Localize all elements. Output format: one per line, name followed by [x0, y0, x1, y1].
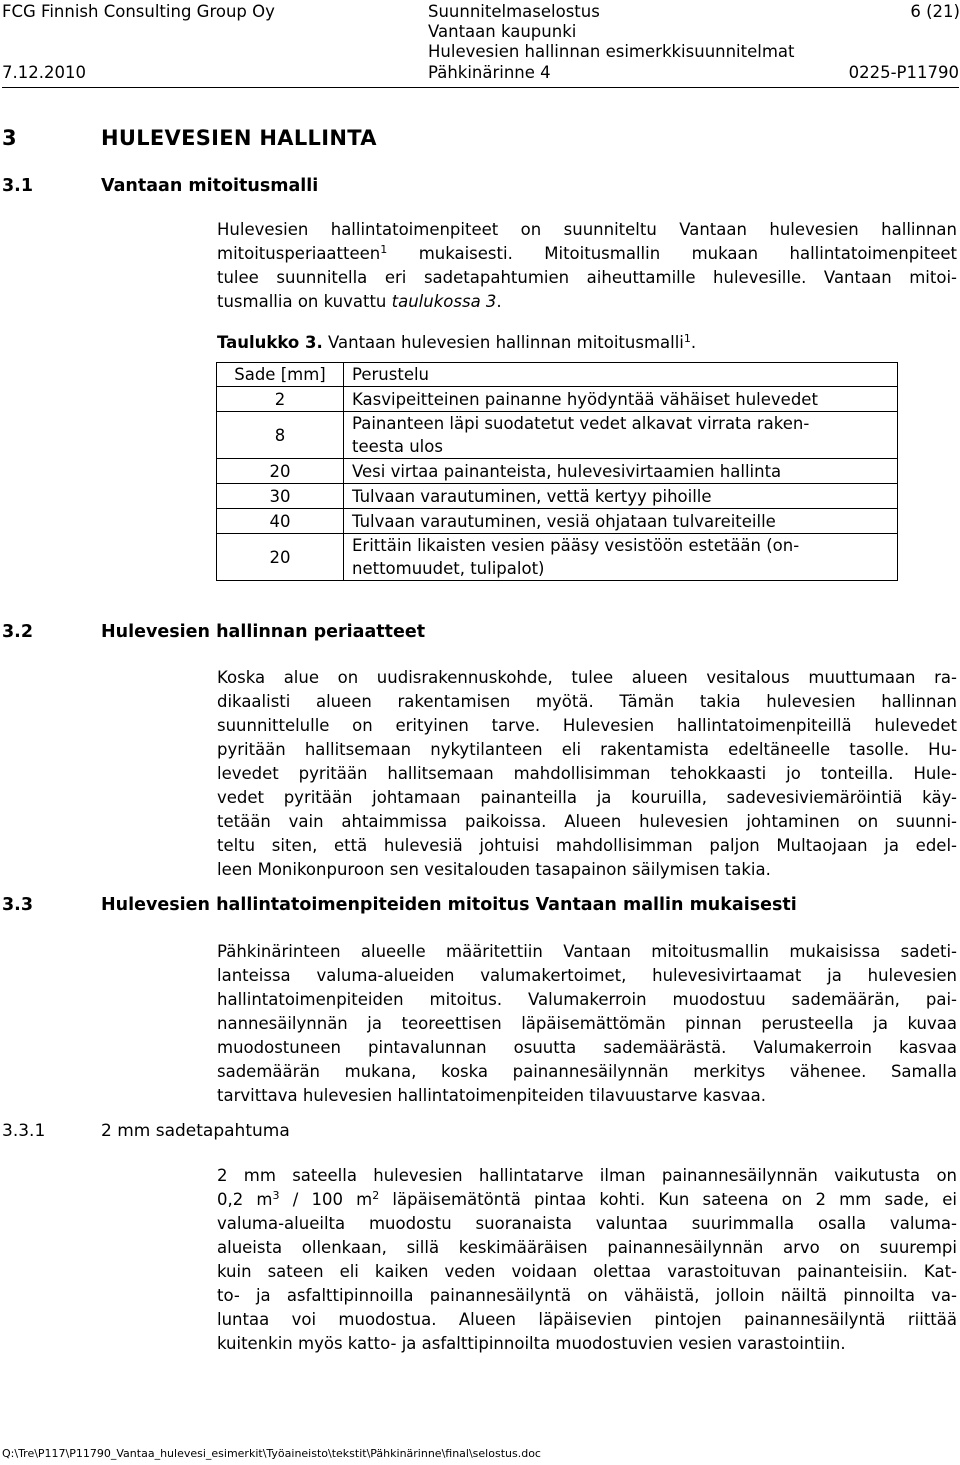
text-line: kuitenkin myös katto- ja asfalttipinnoilta muodostuvien vesien varastointiin. [217, 1334, 846, 1353]
section-3-1-heading [2, 176, 318, 196]
header-project-code: 0225-P11790 [848, 63, 959, 82]
sizing-model-table [216, 362, 898, 581]
footnote-ref: 1 [683, 332, 691, 345]
text-fragment: mitoitusperiaatteen [217, 244, 381, 263]
header-page-number: 6 (21) [910, 2, 960, 21]
footer-file-path: Q:\Tre\P117\P11790_Vantaa_hulevesi_esimerkit\Työaineisto\tekstit\Pähkinärinne\final\selostus.doc [2, 1447, 541, 1460]
text-line: hallintatoimenpiteiden mitoitus. Valumakerroin muodostuu sademäärän, pai- [217, 990, 957, 1009]
cell-line: Painanteen läpi suodatetut vedet alkavat virrata raken- [352, 414, 810, 433]
text-line: lanteissa valuma-alueiden valumakertoimet, hulevesivirtaamat ja hulevesien [217, 966, 957, 985]
table-row [217, 412, 898, 459]
cell-sade: 30 [217, 484, 344, 509]
superscript: 2 [372, 1189, 380, 1202]
table-reference: taulukossa 3 [391, 292, 497, 311]
text-line: tarvittava hulevesien hallintatoimenpiteiden tilavuustarve kasvaa. [217, 1086, 767, 1105]
section-3-1-paragraph [217, 218, 957, 314]
text-line [217, 242, 957, 266]
cell-line: Erittäin likaisten vesien pääsy vesistöön estetään (on- [352, 536, 800, 555]
cell-sade: 40 [217, 509, 344, 534]
section-3-3-heading [2, 895, 797, 915]
cell-sade: 2 [217, 387, 344, 412]
superscript: 3 [272, 1189, 280, 1202]
cell-perustelu: Tulvaan varautuminen, vesiä ohjataan tulvareiteille [344, 509, 898, 534]
text-line: 2 mm sateella hulevesien hallintatarve ilman painannesäilynnän vaikutusta on [217, 1166, 957, 1185]
cell-line: nettomuudet, tulipalot) [352, 559, 545, 578]
text-fragment: tusmallia on kuvattu [217, 292, 392, 311]
text-line: Pähkinärinteen alueelle määritettiin Vantaan mitoitusmallin mukaisissa sadeti- [217, 942, 957, 961]
cell-perustelu [344, 412, 898, 459]
table-row [217, 459, 898, 484]
header-date: 7.12.2010 [2, 63, 86, 82]
header-site: Pähkinärinne 4 [428, 63, 551, 82]
footnote-ref: 1 [380, 243, 388, 256]
text-line: levedet pyritään hallitsemaan mahdollisimman tehokkaasti jo tonteilla. Hule- [217, 764, 957, 783]
header-client: Vantaan kaupunki [428, 22, 577, 41]
cell-sade: 20 [217, 459, 344, 484]
cell-sade: 8 [217, 412, 344, 459]
section-number: 3.1 [2, 176, 34, 196]
text-line [217, 290, 957, 314]
column-header-perustelu: Perustelu [344, 363, 898, 387]
header-company: FCG Finnish Consulting Group Oy [2, 2, 275, 21]
cell-sade: 20 [217, 534, 344, 581]
text-line: Koska alue on uudisrakennuskohde, tulee alueen vesitalous muuttumaan ra- [217, 668, 957, 687]
section-title: HULEVESIEN HALLINTA [101, 126, 377, 150]
cell-perustelu: Vesi virtaa painanteista, hulevesivirtaamien hallinta [344, 459, 898, 484]
section-number: 3.2 [2, 622, 34, 642]
text-line: vedet pyritään johtamaan painanteilla ja kouruilla, sadevesiviemäröintiä käy- [217, 788, 957, 807]
section-3-3-1-paragraph [217, 1164, 957, 1356]
text-fragment: . [496, 292, 502, 311]
text-fragment: mukaisesti. Mitoitusmallin mukaan hallintatoimenpiteet [387, 244, 957, 263]
header-project: Hulevesien hallinnan esimerkkisuunnitelmat [428, 42, 795, 61]
text-line: pyritään hallitsemaan nykytilanteen eli rakentamista edeltäneelle tasolle. Hu- [217, 740, 957, 759]
section-title: Hulevesien hallintatoimenpiteiden mitoitus Vantaan mallin mukaisesti [101, 895, 797, 915]
text-line: leen Monikonpuroon sen vesitalouden tasapainon säilymisen takia. [217, 860, 771, 879]
cell-perustelu: Tulvaan varautuminen, vettä kertyy pihoille [344, 484, 898, 509]
section-3-2-heading [2, 622, 425, 642]
text-fragment: . [690, 333, 697, 352]
text-fragment: läpäisemätöntä pintaa kohti. Kun sateena on 2 mm sade, ei [379, 1190, 958, 1209]
section-title: Vantaan mitoitusmalli [101, 176, 319, 196]
text-line: teltu siten, että hulevesiä johtuisi mahdollisimman paljon Multaojaan ja edel- [217, 836, 957, 855]
cell-perustelu [344, 534, 898, 581]
section-number: 3 [2, 126, 17, 150]
text-line: alueista ollenkaan, sillä keskimääräisen painannesäilynnän arvo on suurempi [217, 1238, 957, 1257]
column-header-sade: Sade [mm] [217, 363, 344, 387]
section-3-heading [2, 126, 377, 150]
table-caption-label: Taulukko 3. [217, 333, 323, 352]
table-caption [217, 333, 696, 352]
text-fragment: 0,2 m [217, 1190, 273, 1209]
text-line: sademäärän mukana, koska painannesäilynnän merkitys vähenee. Samalla [217, 1062, 957, 1081]
text-line: nannesäilynnän ja teoreettisen läpäisemättömän pinnan perusteella ja kuvaa [217, 1014, 957, 1033]
text-line: suunnittelulle on erityinen tarve. Hulevesien hallintatoimenpiteillä hulevedet [217, 716, 957, 735]
text-line: to- ja asfalttipinnoilla painannesäilyntä on vähäistä, jolloin näiltä pinnoilta va- [217, 1286, 957, 1305]
table-row [217, 534, 898, 581]
header-divider [2, 87, 959, 88]
text-line: muodostuneen pintavalunnan osuutta sademäärästä. Valumakerroin kasvaa [217, 1038, 957, 1057]
text-line: kuin sateen eli kaiken veden voidaan olettaa varastoituvan painanteisiin. Kat- [217, 1262, 957, 1281]
text-line: Hulevesien hallintatoimenpiteet on suunniteltu Vantaan hulevesien hallinnan [217, 220, 957, 239]
text-line: tulee suunnitella eri sadetapahtumien aiheuttamille hulevesille. Vantaan mitoi- [217, 268, 957, 287]
table-caption-text: Vantaan hulevesien hallinnan mitoitusmalli [322, 333, 684, 352]
table-row [217, 509, 898, 534]
header-doc-type: Suunnitelmaselostus [428, 2, 600, 21]
section-title: 2 mm sadetapahtuma [101, 1121, 290, 1141]
table-row [217, 387, 898, 412]
section-3-2-paragraph [217, 666, 957, 882]
section-number: 3.3.1 [2, 1121, 46, 1141]
section-title: Hulevesien hallinnan periaatteet [101, 622, 426, 642]
table-header-row [217, 363, 898, 387]
text-line: dikaalisti alueen rakentamisen myötä. Tämän takia hulevesien hallinnan [217, 692, 957, 711]
text-line: tetään vain ahtaimmissa paikoissa. Alueen hulevesien johtaminen on suunni- [217, 812, 957, 831]
table-row [217, 484, 898, 509]
section-3-3-1-heading [2, 1121, 290, 1141]
text-line [217, 1188, 957, 1212]
cell-line: teesta ulos [352, 437, 443, 456]
text-line: valuma-alueilta muodostu suoranaista valuntaa suurimmalla osalla valuma- [217, 1214, 957, 1233]
section-3-3-paragraph [217, 940, 957, 1108]
section-number: 3.3 [2, 895, 34, 915]
cell-perustelu: Kasvipeitteinen painanne hyödyntää vähäiset hulevedet [344, 387, 898, 412]
text-line: luntaa voi muodostua. Alueen läpäisevien pintojen painannesäilyntä riittää [217, 1310, 957, 1329]
text-fragment: / 100 m [279, 1190, 373, 1209]
